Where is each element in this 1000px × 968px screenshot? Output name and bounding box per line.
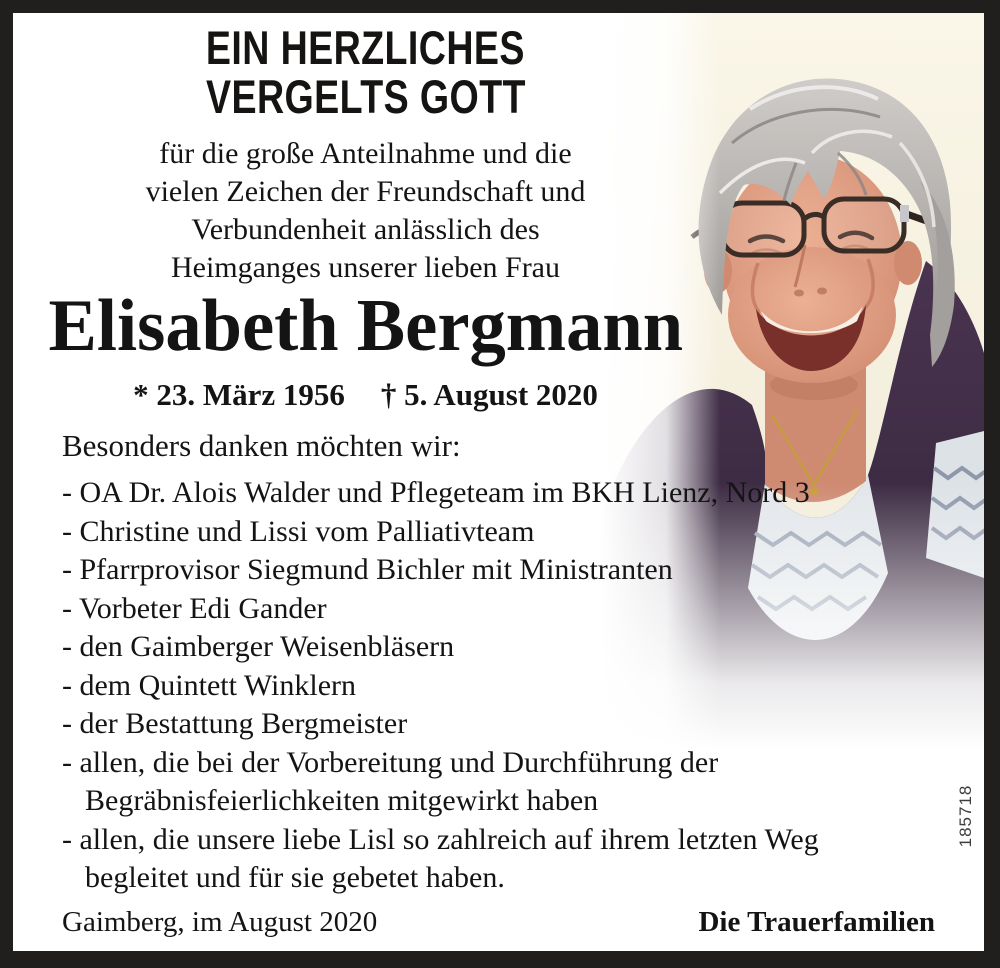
thanks-line: - Pfarrprovisor Siegmund Bichler mit Ministranten bbox=[62, 553, 673, 586]
thanks-line: - allen, die bei der Vorbereitung und Durchführung der bbox=[62, 745, 719, 779]
thanks-line: - dem Quintett Winklern bbox=[62, 668, 357, 702]
thanks-line: - OA Dr. Alois Walder und Pflegeteam im BKH Lienz, Nord 3 bbox=[62, 476, 810, 509]
thanks-line: - der Bestattung Bergmeister bbox=[62, 707, 408, 740]
notice-card bbox=[13, 13, 984, 951]
footer-signature: Die Trauerfamilien bbox=[698, 906, 935, 938]
deceased-name: Elisabeth Bergmann bbox=[48, 285, 683, 367]
headline bbox=[13, 23, 718, 121]
thanks-line: - den Gaimberger Weisenbläsern bbox=[62, 630, 455, 663]
death-date: † 5. August 2020 bbox=[380, 377, 598, 412]
thanks-intro: Besonders danken möchten wir: bbox=[62, 428, 461, 463]
footer-place-date: Gaimberg, im August 2020 bbox=[62, 906, 378, 938]
intro-paragraph bbox=[13, 135, 718, 287]
life-dates bbox=[13, 377, 718, 413]
headline-line2: VERGELTS GOTT bbox=[205, 70, 526, 123]
thanks-line-continued: Begräbnisfeierlichkeiten mitgewirkt haben bbox=[85, 784, 599, 817]
intro-line: für die große Anteilnahme und die bbox=[159, 137, 572, 170]
thanks-list bbox=[62, 474, 967, 898]
thanks-line-continued: begleitet und für sie gebetet haben. bbox=[85, 861, 505, 894]
headline-line1: EIN HERZLICHES bbox=[206, 21, 525, 74]
intro-line: Heimganges unserer lieben Frau bbox=[170, 251, 561, 284]
birth-date: * 23. März 1956 bbox=[133, 377, 345, 412]
intro-line: vielen Zeichen der Freundschaft und bbox=[145, 175, 586, 208]
reference-number: 185718 bbox=[956, 784, 975, 848]
thanks-line: - Vorbeter Edi Gander bbox=[62, 591, 327, 625]
thanks-line: - Christine und Lissi vom Palliativteam bbox=[62, 514, 535, 548]
thanks-line: - allen, die unsere liebe Lisl so zahlreich auf ihrem letzten Weg bbox=[62, 822, 819, 856]
intro-line: Verbundenheit anlässlich des bbox=[191, 213, 540, 246]
